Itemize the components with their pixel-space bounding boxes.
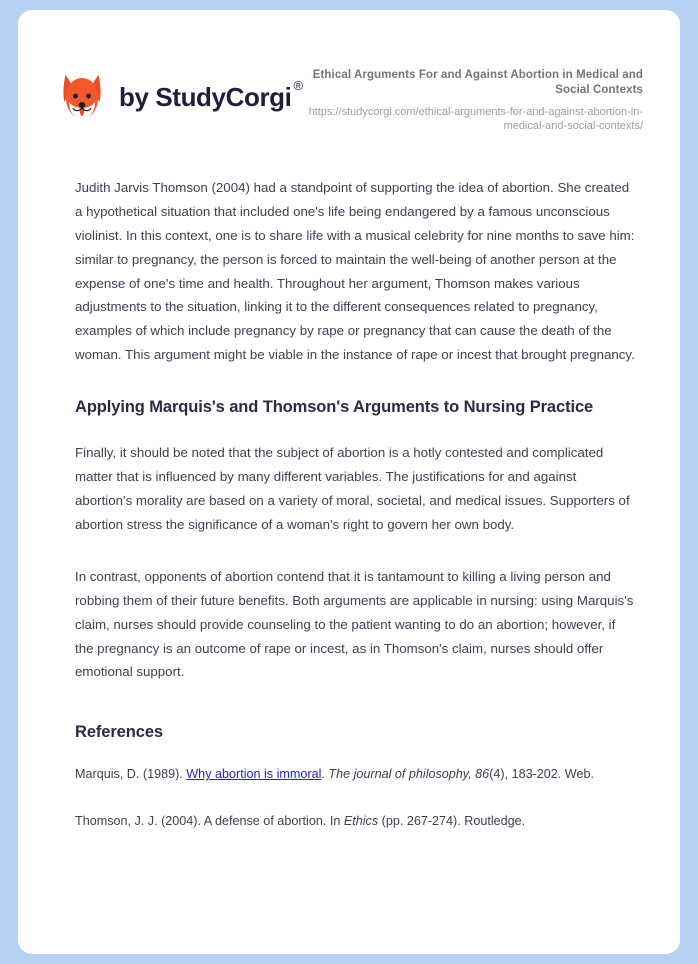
reference-item: [75, 763, 636, 787]
brand-logo-block[interactable]: [58, 72, 301, 122]
reference-prefix: Thomson, J. J. (2004). A defense of abortion. In: [75, 814, 344, 829]
registered-trademark-icon: ®: [293, 77, 303, 93]
brand-wordmark-text: by StudyCorgi: [119, 81, 292, 112]
reference-link[interactable]: Why abortion is immoral: [186, 767, 322, 782]
page-url: https://studycorgi.com/ethical-arguments-for-and-against-abortion-in-medical-and-social-contexts/: [308, 105, 643, 133]
reference-journal-title: The journal of philosophy,: [328, 767, 476, 782]
reference-item: [75, 810, 636, 834]
reference-book-title: Ethics: [343, 814, 379, 829]
section-heading: Applying Marquis's and Thomson's Arguments to Nursing Practice: [75, 398, 594, 417]
header-meta: [307, 62, 643, 134]
reference-after-link: .: [321, 767, 329, 782]
reference-suffix: (pp. 267-274). Routledge.: [378, 814, 526, 829]
corgi-face-icon: [58, 72, 106, 122]
body-paragraph-2: Finally, it should be noted that the subject of abortion is a hotly contested and complicated matter that is influenced by many different variables. The justifications for and against abortion's morality are based on a variety of moral, societal, and medical issues. Supporters of abortion stress the significance of a woman's right to govern her own body.: [75, 445, 630, 532]
reference-volume: 86: [475, 767, 490, 782]
page-title: Ethical Arguments For and Against Abortion in Medical and Social Contexts: [312, 69, 643, 96]
reference-suffix: (4), 183-202. Web.: [489, 767, 594, 782]
document-body: [18, 176, 680, 834]
document-page-card: [18, 10, 680, 954]
brand-wordmark: [119, 77, 303, 113]
references-heading: References: [75, 723, 163, 742]
document-header: [18, 10, 680, 134]
reference-prefix: Marquis, D. (1989).: [75, 767, 187, 782]
body-paragraph-1: Judith Jarvis Thomson (2004) had a standpoint of supporting the idea of abortion. She created a hypothetical situation that included one's life being endangered by a famous unconscious violinist. In this context, one is to share life with a musical celebrity for nine months to save him: similar to pregnancy, the person is forced to maintain the well-being of another person at the expense of one's time and health. Throughout her argument, Thomson makes various adjustments to the situation, linking it to the different consequences related to pregnancy, examples of which include pregnancy by rape or pregnancy that can cause the death of the woman. This argument might be viable in the instance of rape or incest that brought pregnancy.: [75, 179, 635, 363]
body-paragraph-3: In contrast, opponents of abortion contend that it is tantamount to killing a living person and robbing them of their future benefits. Both arguments are applicable in nursing: using Marquis's claim, nurses should provide counseling to the patient wanting to do an abortion; however, if the pregnancy is an outcome of rape or incest, as in Thomson's claim, nurses should offer emotional support.: [75, 568, 634, 680]
